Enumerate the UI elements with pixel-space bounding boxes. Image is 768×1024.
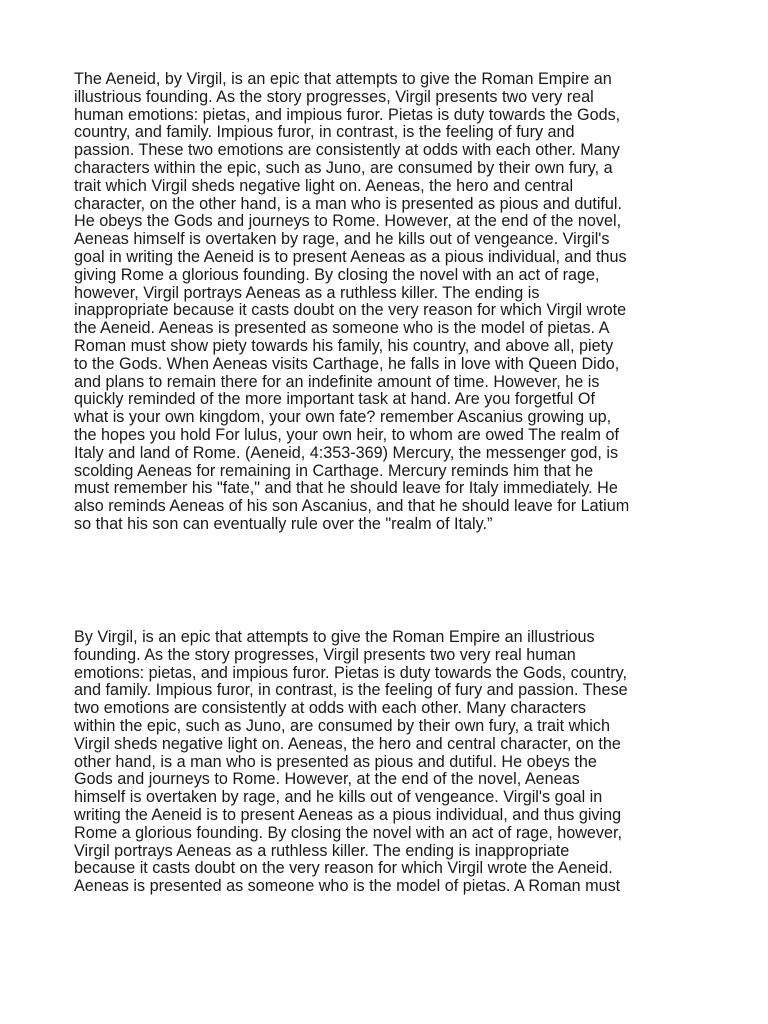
text-line: what is your own kingdom, your own fate? remember Ascanius growing up, [74, 408, 612, 427]
text-line: because it casts doubt on the very reason for which Virgil wrote the Aeneid. [74, 859, 613, 878]
text-line: passion. These two emotions are consistently at odds with each other. Many [74, 141, 620, 160]
text-line: characters within the epic, such as Juno, are consumed by their own fury, a [74, 158, 613, 177]
text-line: must remember his "fate," and that he should leave for Italy immediately. He [74, 479, 618, 498]
text-line: He obeys the Gods and journeys to Rome. However, at the end of the novel, [74, 212, 622, 231]
text-line: however, Virgil portrays Aeneas as a ruthless killer. The ending is [74, 283, 540, 302]
text-line: human emotions: pietas, and impious furor. Pietas is duty towards the Gods, [74, 105, 621, 124]
text-line: so that his son can eventually rule over the "realm of Italy.” [74, 514, 493, 533]
text-line: illustrious founding. As the story progresses, Virgil presents two very real [74, 87, 594, 106]
text-line: Roman must show piety towards his family, his country, and above all, piety [74, 336, 614, 355]
paragraph-2 [74, 629, 704, 896]
text-line: within the epic, such as Juno, are consumed by their own fury, a trait which [74, 716, 610, 735]
text-line: country, and family. Impious furor, in contrast, is the feeling of fury and [74, 123, 575, 142]
text-line: By Virgil, is an epic that attempts to give the Roman Empire an illustrious [74, 628, 595, 646]
text-line: giving Rome a glorious founding. By closing the novel with an act of rage, [74, 265, 600, 284]
text-line: trait which Virgil sheds negative light on. Aeneas, the hero and central [74, 176, 574, 195]
text-line: emotions: pietas, and impious furor. Pietas is duty towards the Gods, country, [74, 663, 628, 682]
text-line: character, on the other hand, is a man who is presented as pious and dutiful. [74, 194, 623, 213]
text-line: Italy and land of Rome. (Aeneid, 4:353-369) Mercury, the messenger god, is [74, 443, 619, 462]
text-line: Virgil portrays Aeneas as a ruthless killer. The ending is inappropriate [74, 841, 570, 860]
text-line: founding. As the story progresses, Virgil presents two very real human [74, 645, 576, 664]
text-line: also reminds Aeneas of his son Ascanius, and that he should leave for Latium [74, 497, 630, 516]
text-line: himself is overtaken by rage, and he kills out of vengeance. Virgil's goal in [74, 788, 603, 807]
text-line: to the Gods. When Aeneas visits Carthage, he falls in love with Queen Dido, [74, 354, 620, 373]
text-line: the Aeneid. Aeneas is presented as someone who is the model of pietas. A [74, 319, 610, 338]
text-line: Virgil sheds negative light on. Aeneas, the hero and central character, on the [74, 734, 621, 753]
text-line: writing the Aeneid is to present Aeneas as a pious individual, and thus giving [74, 805, 622, 824]
text-line: Gods and journeys to Rome. However, at the end of the novel, Aeneas [74, 770, 580, 789]
text-line: and plans to remain there for an indefinite amount of time. However, he is [74, 372, 600, 391]
text-line: Aeneas is presented as someone who is the model of pietas. A Roman must [74, 877, 621, 896]
paragraph-1 [74, 71, 704, 534]
text-line: Aeneas himself is overtaken by rage, and he kills out of vengeance. Virgil's [74, 230, 610, 249]
text-line: other hand, is a man who is presented as pious and dutiful. He obeys the [74, 752, 597, 771]
text-line: The Aeneid, by Virgil, is an epic that attempts to give the Roman Empire an [74, 70, 612, 88]
text-line: goal in writing the Aeneid is to present Aeneas as a pious individual, and thus [74, 247, 627, 266]
text-line: scolding Aeneas for remaining in Carthage. Mercury reminds him that he [74, 461, 594, 480]
text-line: the hopes you hold For lulus, your own heir, to whom are owed The realm of [74, 425, 619, 444]
text-line: and family. Impious furor, in contrast, is the feeling of fury and passion. These [74, 681, 628, 700]
text-line: inappropriate because it casts doubt on the very reason for which Virgil wrote [74, 301, 627, 320]
text-line: two emotions are consistently at odds with each other. Many characters [74, 699, 586, 718]
text-line: Rome a glorious founding. By closing the novel with an act of rage, however, [74, 823, 622, 842]
text-line: quickly reminded of the more important task at hand. Are you forgetful Of [74, 390, 595, 409]
